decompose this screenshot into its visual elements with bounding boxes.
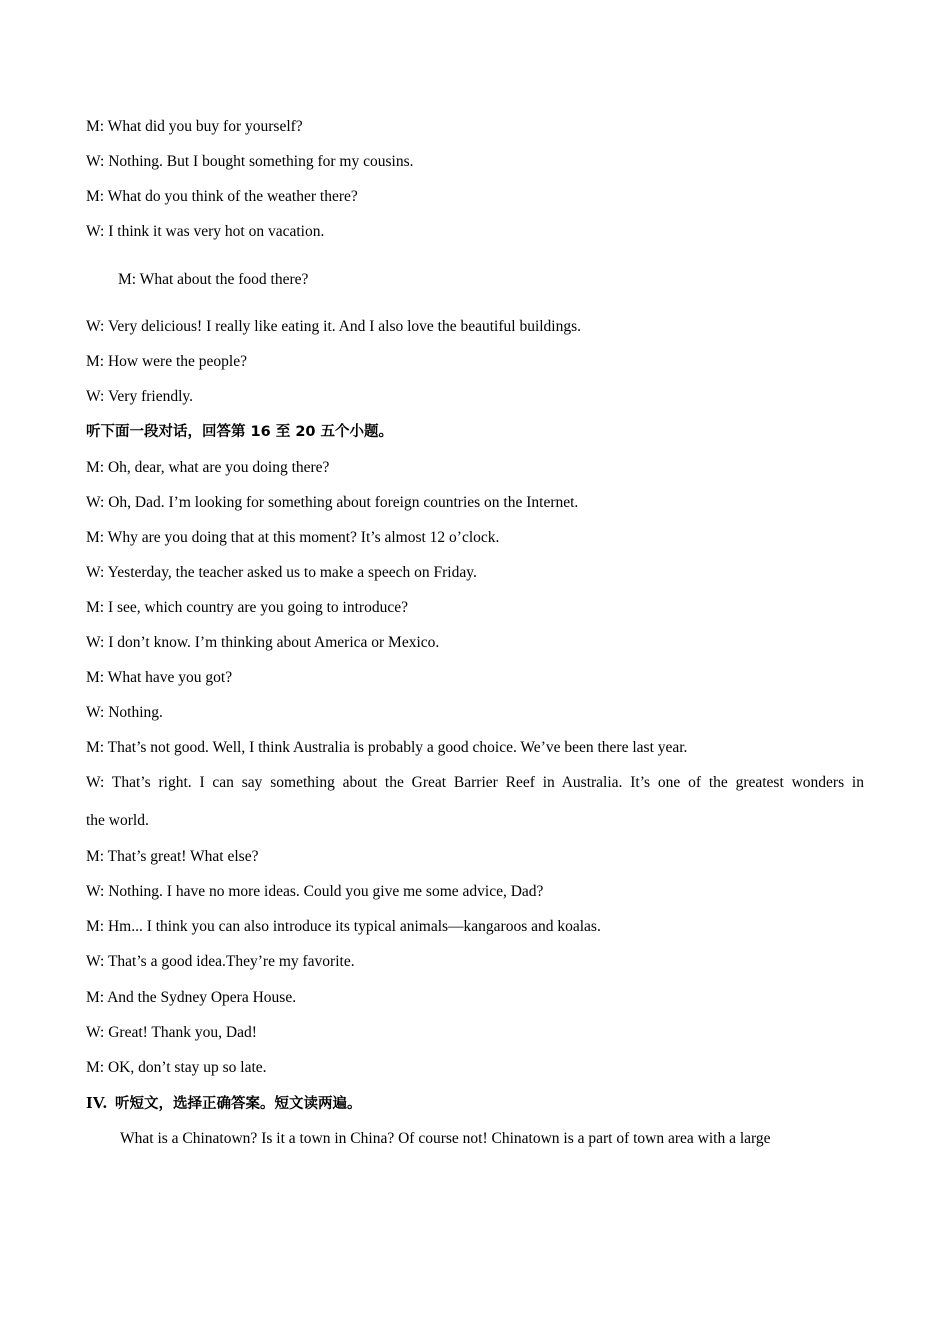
dialogue-line: M: What do you think of the weather there? xyxy=(86,188,358,205)
dialogue-line: M: OK, don’t stay up so late. xyxy=(86,1059,267,1076)
dialogue-line: M: What have you got? xyxy=(86,669,233,686)
section-heading xyxy=(86,1093,361,1114)
dialogue-line: M: Hm... I think you can also introduce its typical animals—kangaroos and koalas. xyxy=(86,918,601,935)
dialogue-line: W: Great! Thank you, Dad! xyxy=(86,1024,257,1041)
dialogue-line: W: Nothing. But I bought something for my cousins. xyxy=(86,153,414,170)
dialogue-line: W: Oh, Dad. I’m looking for something about foreign countries on the Internet. xyxy=(86,494,579,511)
section-title: 听短文，选择正确答案。短文读两遍。 xyxy=(114,1096,362,1112)
dialogue-line: W: That’s right. I can say something about the Great Barrier Reef in Australia. It’s one of the greatest wonders in xyxy=(86,774,864,791)
dialogue-line: W: Nothing. xyxy=(86,704,163,721)
section-numeral: IV. xyxy=(86,1093,107,1112)
dialogue-line: M: What about the food there? xyxy=(118,271,309,288)
dialogue-line: W: I don’t know. I’m thinking about America or Mexico. xyxy=(86,634,440,651)
dialogue-line: W: Very friendly. xyxy=(86,388,194,405)
dialogue-line: M: How were the people? xyxy=(86,353,247,370)
dialogue-line: W: That’s a good idea.They’re my favorite. xyxy=(86,953,355,970)
dialogue-line: M: That’s great! What else? xyxy=(86,848,259,865)
dialogue-line: M: What did you buy for yourself? xyxy=(86,118,303,135)
dialogue-line-continuation: the world. xyxy=(86,812,149,829)
dialogue-line: M: Oh, dear, what are you doing there? xyxy=(86,459,330,476)
dialogue-line: W: Yesterday, the teacher asked us to make a speech on Friday. xyxy=(86,564,477,581)
dialogue-line: W: Very delicious! I really like eating it. And I also love the beautiful buildings. xyxy=(86,318,582,335)
dialogue-line: W: I think it was very hot on vacation. xyxy=(86,223,325,240)
dialogue-line: M: Why are you doing that at this moment? It’s almost 12 o’clock. xyxy=(86,529,500,546)
dialogue-line: W: Nothing. I have no more ideas. Could you give me some advice, Dad? xyxy=(86,883,544,900)
dialogue-line: M: I see, which country are you going to introduce? xyxy=(86,599,408,616)
dialogue-line: M: And the Sydney Opera House. xyxy=(86,989,297,1006)
question-instruction: 听下面一段对话，回答第 16 至 20 五个小题。 xyxy=(86,424,394,440)
dialogue-line: M: That’s not good. Well, I think Australia is probably a good choice. We’ve been there last year. xyxy=(86,739,688,756)
passage-text: What is a Chinatown? Is it a town in China? Of course not! Chinatown is a part of town area with a large xyxy=(120,1130,771,1147)
